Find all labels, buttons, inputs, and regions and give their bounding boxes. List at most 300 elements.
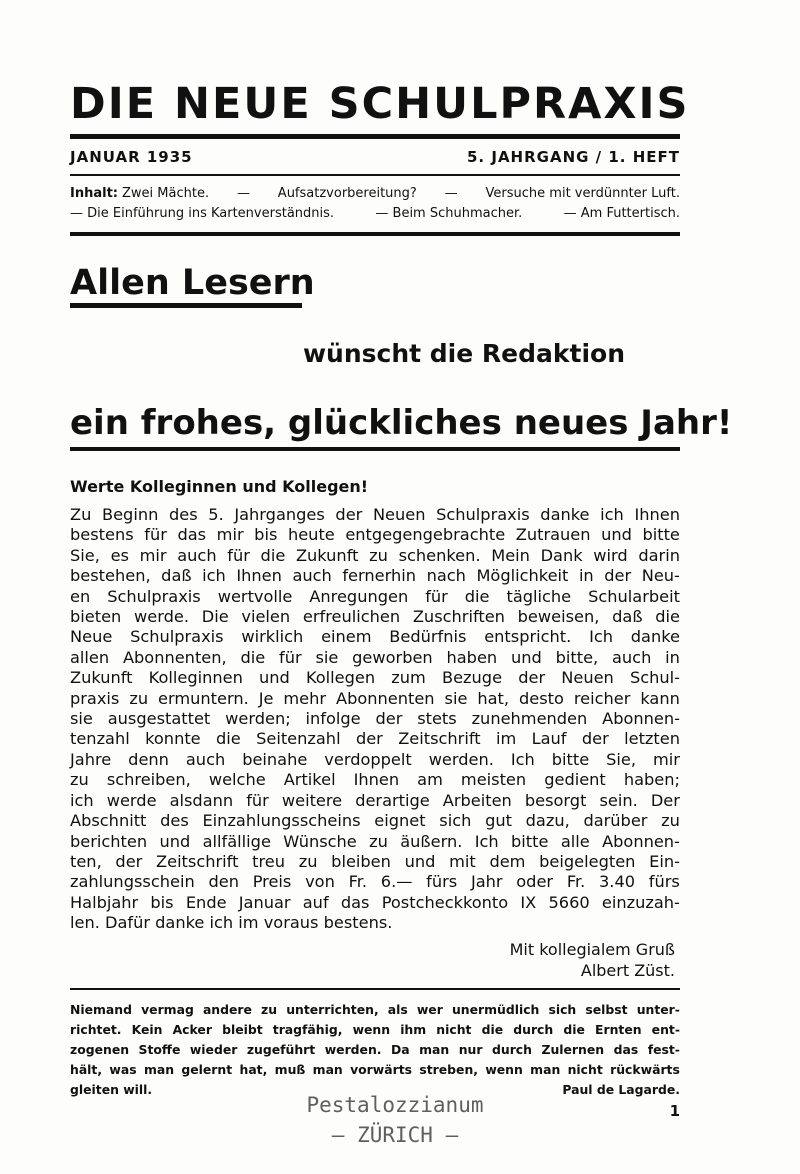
word: Schul- [629, 668, 680, 688]
word: zunehmenden [471, 709, 588, 729]
masthead-title: DIE NEUE SCHULPRAXIS [70, 79, 690, 129]
letter-line [70, 525, 680, 545]
word: haben [446, 647, 498, 667]
word: Kolleginnen [148, 668, 243, 688]
word: Sie, [606, 749, 637, 769]
letter-line [70, 505, 680, 525]
word: eignet [374, 811, 426, 831]
toc-label: Inhalt: [70, 186, 118, 201]
word: reicher [573, 688, 631, 708]
word: die [240, 647, 266, 667]
toc-separator: — [444, 186, 458, 201]
word: Seitenzahl [256, 729, 341, 749]
word: Neu- [641, 566, 680, 586]
word: es [110, 545, 129, 565]
word: bitte [642, 525, 680, 545]
word: zahlungsschein [70, 872, 195, 892]
word: allen [70, 647, 110, 667]
word: die [481, 1022, 504, 1037]
word: Ihnen [236, 566, 282, 586]
word: und [159, 831, 191, 851]
word: was [109, 1062, 137, 1077]
word: tägliche [506, 586, 572, 606]
word: Halbjahr [70, 892, 139, 912]
word: Ihnen [634, 505, 680, 524]
word: die [216, 729, 241, 749]
library-stamp [300, 1090, 490, 1150]
word: ich [202, 566, 226, 586]
word: sein. [599, 790, 638, 810]
word: auch [292, 566, 332, 586]
word: andere [202, 1002, 252, 1017]
word: wertvolle [217, 586, 293, 606]
toc-entry: Versuche mit verdünnter Luft. [485, 186, 680, 201]
word: Fr. [348, 872, 368, 892]
word: Abonnenten [336, 688, 435, 708]
word: Da [390, 1042, 410, 1057]
word: Neuen [561, 668, 614, 688]
word: Acker [172, 1022, 212, 1037]
word: auf [302, 892, 329, 912]
word: vorwärts [350, 1062, 413, 1077]
word: und [601, 525, 632, 545]
letter-salutation: Werte Kolleginnen und Kollegen! [70, 477, 369, 496]
word: daß [161, 566, 192, 586]
word: fürs [648, 872, 680, 892]
quote-line [70, 1040, 680, 1060]
word: Ich [474, 831, 499, 851]
word: Der [650, 790, 680, 810]
word: das [177, 525, 207, 545]
word: hat, [239, 1062, 268, 1077]
word: des [160, 811, 189, 831]
word: bieten [70, 607, 122, 627]
word: richtet. [70, 1022, 122, 1037]
word: Je [258, 688, 274, 708]
word: fernerhin [342, 566, 416, 586]
word: sich [548, 1002, 577, 1017]
word: Abonnen- [602, 831, 680, 851]
greeting-underline [70, 303, 302, 308]
word: im [495, 729, 517, 749]
letter-line: len. Dafür danke ich im voraus bestens. [70, 913, 393, 933]
word: Zukunft [295, 545, 359, 565]
word: danke [540, 505, 590, 524]
word: Kollegen [305, 668, 376, 688]
word: für [144, 525, 167, 545]
word: nur [458, 1042, 483, 1057]
word: rückwärts [610, 1062, 680, 1077]
letter-line [70, 770, 680, 790]
toc-line [70, 184, 680, 204]
word: desto [518, 688, 564, 708]
word: werden; [225, 709, 291, 729]
word: für [279, 647, 302, 667]
word: werden. [428, 749, 494, 769]
word: Abschnitt [70, 811, 147, 831]
word: dem [489, 851, 526, 871]
word: Ich [510, 749, 535, 769]
word: Mein [491, 545, 530, 565]
word: ihm [400, 1022, 427, 1037]
word: unermüdlich [451, 1002, 540, 1017]
word: derartige [355, 790, 430, 810]
word: Bedürfnis [389, 627, 467, 647]
word: Ernten [595, 1022, 642, 1037]
word: zu [129, 688, 149, 708]
word: und [259, 668, 290, 688]
quote-block [70, 1000, 680, 1100]
word: Ein- [649, 851, 680, 871]
page-number: 1 [669, 1102, 680, 1120]
letter-line [70, 566, 680, 586]
quote-line [70, 1020, 680, 1040]
word: in [578, 566, 594, 586]
word: danke [630, 627, 680, 647]
word: fürs [426, 872, 458, 892]
word: fest- [647, 1042, 680, 1057]
quote-line [70, 1000, 680, 1020]
letter-line [70, 648, 680, 668]
word: geworben [352, 647, 433, 667]
letter-line [70, 893, 680, 913]
word: zogenen [70, 1042, 130, 1057]
word: zu [261, 1002, 278, 1017]
word: Die [201, 607, 229, 627]
word: zum [391, 668, 426, 688]
word: beweisen, [517, 607, 600, 627]
word: bis [254, 525, 278, 545]
word: praxis [70, 688, 120, 708]
word: sie [444, 688, 468, 708]
quote-author: Paul de Lagarde. [562, 1082, 680, 1097]
word: Beginn [101, 505, 159, 524]
word: in [665, 647, 680, 667]
word: wer [416, 1002, 443, 1017]
word: des [168, 505, 198, 524]
word: darüber [583, 811, 648, 831]
word: man [530, 1062, 561, 1077]
word: Kein [131, 1022, 163, 1037]
word: nach [426, 566, 466, 586]
word: weitere [281, 790, 343, 810]
word: Jahr [470, 872, 503, 892]
toc-entry: Zwei Mächte. [122, 186, 210, 201]
closing-phrase: Mit kollegialem Gruß [509, 940, 675, 959]
word: Schularbeit [588, 586, 680, 606]
word: werden. [324, 1042, 382, 1057]
letter-line [70, 811, 680, 831]
word: der [581, 729, 609, 749]
word: wirklich [241, 627, 304, 647]
toc-entry: — Die Einführung ins Kartenverständnis. [70, 206, 335, 221]
word: Schulpraxis [130, 627, 224, 647]
word: treu [252, 851, 285, 871]
letter-line [70, 729, 680, 749]
word: streben, [419, 1062, 478, 1077]
word: gut [485, 811, 512, 831]
word: nicht [436, 1022, 472, 1037]
issue-date: JANUAR 1935 [70, 148, 193, 166]
word: mir [216, 525, 244, 545]
word: Sie, [70, 545, 100, 565]
word: daß [612, 607, 643, 627]
word: werde. [134, 607, 189, 627]
word: zugeführt [246, 1042, 316, 1057]
table-of-contents [70, 184, 680, 224]
word: Anregungen [309, 586, 409, 606]
word: mir [652, 749, 680, 769]
word: das [613, 1042, 639, 1057]
word: sich [439, 811, 472, 831]
word: vielen [241, 607, 291, 627]
word: Lauf [531, 729, 567, 749]
word: welche [208, 770, 266, 790]
word: bitte [551, 749, 590, 769]
word: Preis [252, 872, 292, 892]
letter-line [70, 791, 680, 811]
word: Postcheckkonto [381, 892, 509, 912]
word: wenn [352, 1022, 391, 1037]
word: 3.40 [599, 872, 636, 892]
word: und [404, 851, 436, 871]
word: wieder [189, 1042, 238, 1057]
toc-entry: — Beim Schuhmacher. [375, 206, 523, 221]
word: IX [520, 892, 537, 912]
word: unterrichten, [286, 1002, 379, 1017]
toc-line [70, 204, 680, 224]
word: gedient [544, 770, 606, 790]
word: Jahre [70, 749, 112, 769]
quote-line [70, 1060, 680, 1080]
letter-line [70, 607, 680, 627]
word: wenn [485, 1062, 523, 1077]
word: Artikel [283, 770, 336, 790]
word: Ende [185, 892, 227, 912]
word: Möglichkeit [476, 566, 569, 586]
word: man [419, 1042, 450, 1057]
word: zu [298, 851, 318, 871]
word: 5. [208, 505, 224, 524]
word: Zuschriften [412, 607, 505, 627]
word: schenken. [398, 545, 481, 565]
word: Neue [70, 627, 113, 647]
letter-line [70, 852, 680, 872]
word: der [335, 505, 363, 524]
word: berichten [70, 831, 148, 851]
word: für [246, 790, 269, 810]
word: die [260, 545, 286, 565]
letter-line [70, 709, 680, 729]
word: Abonnenten, [122, 647, 227, 667]
word: mehr [283, 688, 327, 708]
signature: Albert Züst. [580, 961, 675, 980]
word: ich [600, 505, 624, 524]
word: Zu [70, 505, 92, 524]
issue-info [70, 148, 680, 168]
word: einzuzah- [601, 892, 680, 912]
word: zu [661, 811, 680, 831]
word: sie [315, 647, 339, 667]
word: Zeitschrift [156, 851, 239, 871]
word: Ich [589, 627, 614, 647]
word: schreiben, [106, 770, 191, 790]
footnote-rule [70, 988, 680, 990]
word: der [355, 729, 383, 749]
word: entspricht. [484, 627, 572, 647]
word: für [425, 586, 448, 606]
word: alsdann [169, 790, 234, 810]
toc-entry: — Am Futtertisch. [563, 206, 680, 221]
word: der [604, 566, 632, 586]
word: Neuen [372, 505, 426, 524]
word: bestehen, [70, 566, 151, 586]
letter-line [70, 546, 680, 566]
word: Zutrauen [515, 525, 591, 545]
word: Januar [238, 892, 291, 912]
word: gelernt [181, 1062, 233, 1077]
word: alle [560, 831, 590, 851]
word: Stoffe [138, 1042, 181, 1057]
word: meisten [460, 770, 527, 790]
toc-separator: — [236, 186, 250, 201]
word: bitte [511, 831, 549, 851]
issue-volume: 5. JAHRGANG / 1. HEFT [467, 148, 680, 166]
letter-body [70, 505, 680, 934]
stamp-line-2: — ZÜRICH — [331, 1123, 459, 1147]
word: Einzahlungsscheins [202, 811, 361, 831]
word: auch [185, 749, 226, 769]
word: zu [369, 831, 388, 851]
word: hält, [70, 1062, 103, 1077]
divider-rule [70, 174, 680, 176]
word: beinahe [242, 749, 308, 769]
letter-line [70, 587, 680, 607]
word: man [312, 1062, 343, 1077]
word: durch [513, 1022, 554, 1037]
word: Ihnen [353, 770, 400, 790]
word: einem [321, 627, 372, 647]
word: Zulernen [541, 1042, 605, 1057]
word: die [464, 586, 490, 606]
letter-line [70, 627, 680, 647]
word: en [70, 586, 91, 606]
word: mit [449, 851, 476, 871]
word: Niemand [70, 1002, 132, 1017]
word: der [518, 668, 546, 688]
word: Abonnen- [602, 709, 680, 729]
word: und [511, 647, 542, 667]
word: Zukunft [70, 668, 133, 688]
word: Jahrganges [234, 505, 325, 524]
word: der [115, 851, 143, 871]
letter-line [70, 750, 680, 770]
word: werde [106, 790, 157, 810]
word: ten, [70, 851, 102, 871]
masthead-rule [70, 134, 680, 139]
greeting-line-2: wünscht die Redaktion [302, 339, 625, 368]
letter-line [70, 832, 680, 852]
word: durch [492, 1042, 532, 1057]
quote-last-line: gleiten will. [70, 1082, 153, 1097]
word: bleiben [331, 851, 391, 871]
word: auch [177, 545, 217, 565]
word: 5660 [548, 892, 590, 912]
word: sie [70, 709, 93, 729]
word: das [340, 892, 370, 912]
word: verdoppelt [324, 749, 412, 769]
word: entgegengebrachte [345, 525, 506, 545]
word: wird [593, 545, 628, 565]
word: unter- [636, 1002, 680, 1017]
word: hat, [477, 688, 510, 708]
word: dazu, [525, 811, 570, 831]
greeting-line-3: ein frohes, glückliches neues Jahr! [70, 403, 733, 443]
word: auch [612, 647, 652, 667]
word: die [655, 607, 680, 627]
word: von [305, 872, 335, 892]
word: als [387, 1002, 408, 1017]
word: ausgestattet [107, 709, 211, 729]
word: infolge [305, 709, 361, 729]
word: den [208, 872, 239, 892]
word: tragfähig, [272, 1022, 343, 1037]
word: tenzahl [70, 729, 130, 749]
word: für [227, 545, 250, 565]
word: oder [516, 872, 554, 892]
word: selbst [585, 1002, 628, 1017]
word: darin [638, 545, 680, 565]
word: Bezuge [441, 668, 503, 688]
word: Fr. [566, 872, 586, 892]
word: beigelegten [539, 851, 636, 871]
word: Wünsche [283, 831, 357, 851]
contents-rule [70, 232, 680, 236]
journal-page [70, 0, 733, 1174]
word: letzten [624, 729, 680, 749]
word: zu [369, 545, 388, 565]
word: bleibt [222, 1022, 263, 1037]
word: allfällige [202, 831, 271, 851]
letter-line [70, 689, 680, 709]
word: bitte, [555, 647, 599, 667]
word: erfreulichen [302, 607, 401, 627]
word: kann [640, 688, 680, 708]
word: bestens [70, 525, 134, 545]
word: nicht [567, 1062, 603, 1077]
word: muß [274, 1062, 306, 1077]
word: ent- [651, 1022, 680, 1037]
word: Zeitschrift [398, 729, 481, 749]
word: Dank [540, 545, 583, 565]
greeting-rule [70, 447, 680, 451]
greeting-line-1: Allen Lesern [70, 263, 315, 303]
letter-closing [510, 939, 675, 981]
word: denn [128, 749, 169, 769]
word: zu [70, 770, 89, 790]
word: ermuntern. [158, 688, 249, 708]
word: Arbeiten [442, 790, 512, 810]
word: der [375, 709, 403, 729]
word: bis [150, 892, 174, 912]
word: mir [139, 545, 167, 565]
word: am [417, 770, 443, 790]
word: heute [287, 525, 335, 545]
toc-entry: Aufsatzvorbereitung? [277, 186, 417, 201]
letter-line [70, 872, 680, 892]
word: ich [70, 790, 94, 810]
word: stets [417, 709, 457, 729]
